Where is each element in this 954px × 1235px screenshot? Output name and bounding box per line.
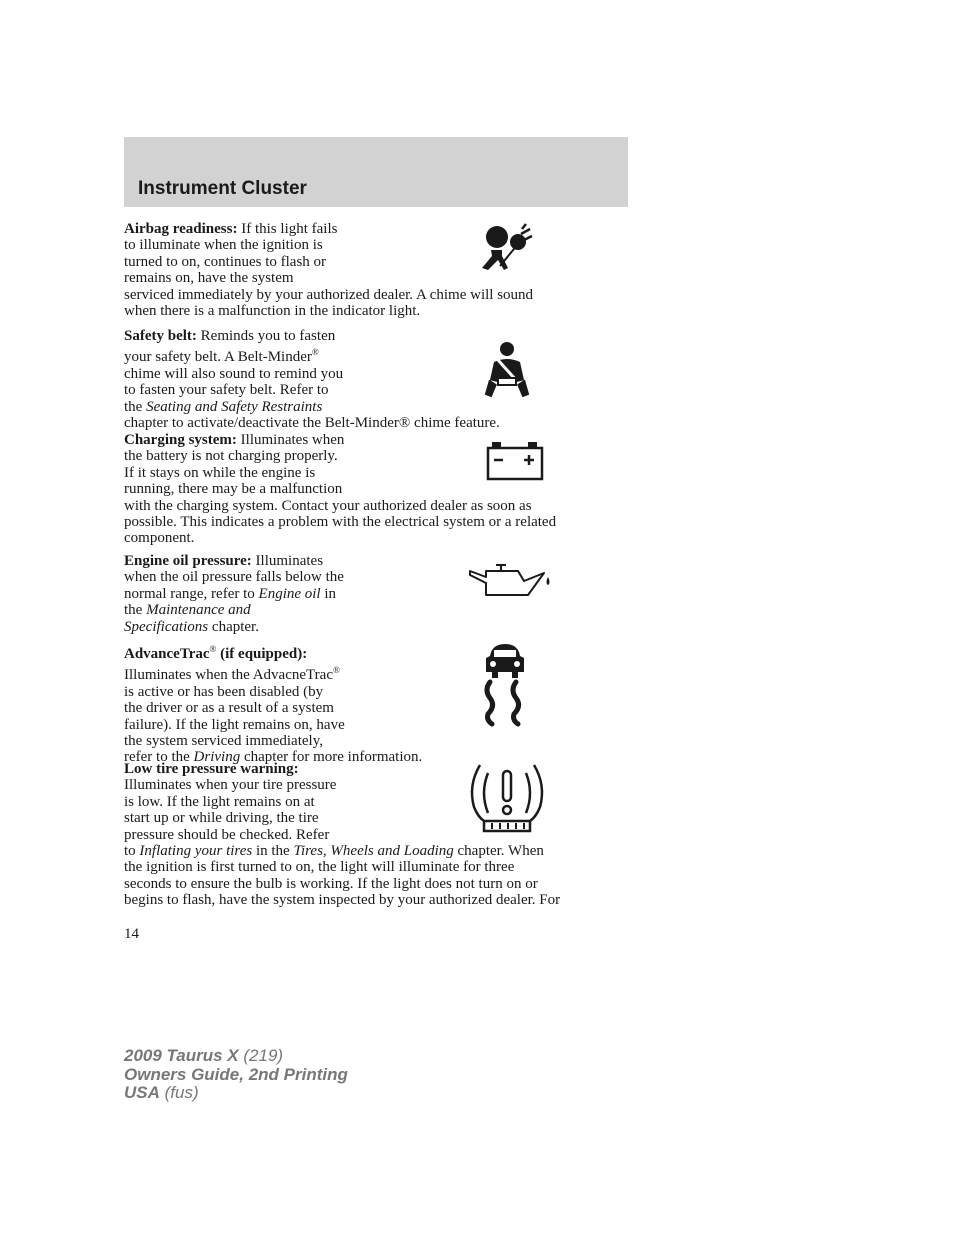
page-title: Instrument Cluster xyxy=(138,178,307,199)
airbag-heading: Airbag readiness: xyxy=(124,221,238,237)
oil-can-icon xyxy=(468,563,554,599)
oil-pressure-section: Engine oil pressure: Illuminates when the oil pressure falls below the normal range, refer to Engine oil in the Maintenance and Specifications chapter. xyxy=(124,553,344,635)
airbag-warning-icon xyxy=(478,222,534,274)
tire-pressure-section: Low tire pressure warning: Illuminates when your tire pressure is low. If the light remains on at start up or while driving, the tire pressure should be checked. Refer to Inflating your tires in the Tires, Wheels and Loading chapter. When the ignition is first turned to on, the light will illuminate for three seconds to ensure the bulb is working. If the light does not turn on or begins to flash, have the system inspected by your authorized dealer. For xyxy=(124,761,634,909)
advancetrac-section: AdvanceTrac® (if equipped): Illuminates when the AdvacneTrac® is active or has been disabled (by the driver or as a result of a system failure). If the light remains on, have the system serviced immediately, refer to the Driving chapter for more information. xyxy=(124,641,634,766)
advancetrac-heading: AdvanceTrac® (if equipped): xyxy=(124,644,308,662)
advancetrac-icon xyxy=(482,642,528,728)
airbag-section: Airbag readiness: If this light fails to illuminate when the ignition is turned to on, continues to flash or remains on, have the system serviced immediately by your authorized dealer. A chime will sound when there is a malfunction in the indicator light. xyxy=(124,221,534,320)
safety-belt-section: Safety belt: Reminds you to fasten your safety belt. A Belt-Minder® chime will also sound to remind you to fasten your safety belt. Refer to the Seating and Safety Restraints chapter to activate/deactivate the Belt-Minder® chime feature. xyxy=(124,328,500,432)
seatbelt-warning-icon xyxy=(484,340,530,398)
footer xyxy=(124,1047,348,1103)
footer-line-3: USA (fus) xyxy=(124,1083,199,1102)
battery-icon xyxy=(486,442,544,482)
charging-heading: Charging system: xyxy=(124,432,237,448)
footer-line-2: Owners Guide, 2nd Printing xyxy=(124,1064,348,1084)
section-header xyxy=(124,137,628,207)
footer-line-1: 2009 Taurus X (219) xyxy=(124,1046,284,1065)
tire-pressure-heading: Low tire pressure warning: xyxy=(124,761,299,777)
oil-pressure-heading: Engine oil pressure: xyxy=(124,553,252,569)
charging-section: Charging system: Illuminates when the battery is not charging properly. If it stays on while the engine is running, there may be a malfunction with the charging system. Contact your authorized dealer as soon as possible. This indicates a problem with the electrical system or a related component. xyxy=(124,432,557,547)
safety-belt-heading: Safety belt: xyxy=(124,328,197,344)
tire-pressure-icon xyxy=(466,763,548,833)
page-number: 14 xyxy=(124,926,139,942)
